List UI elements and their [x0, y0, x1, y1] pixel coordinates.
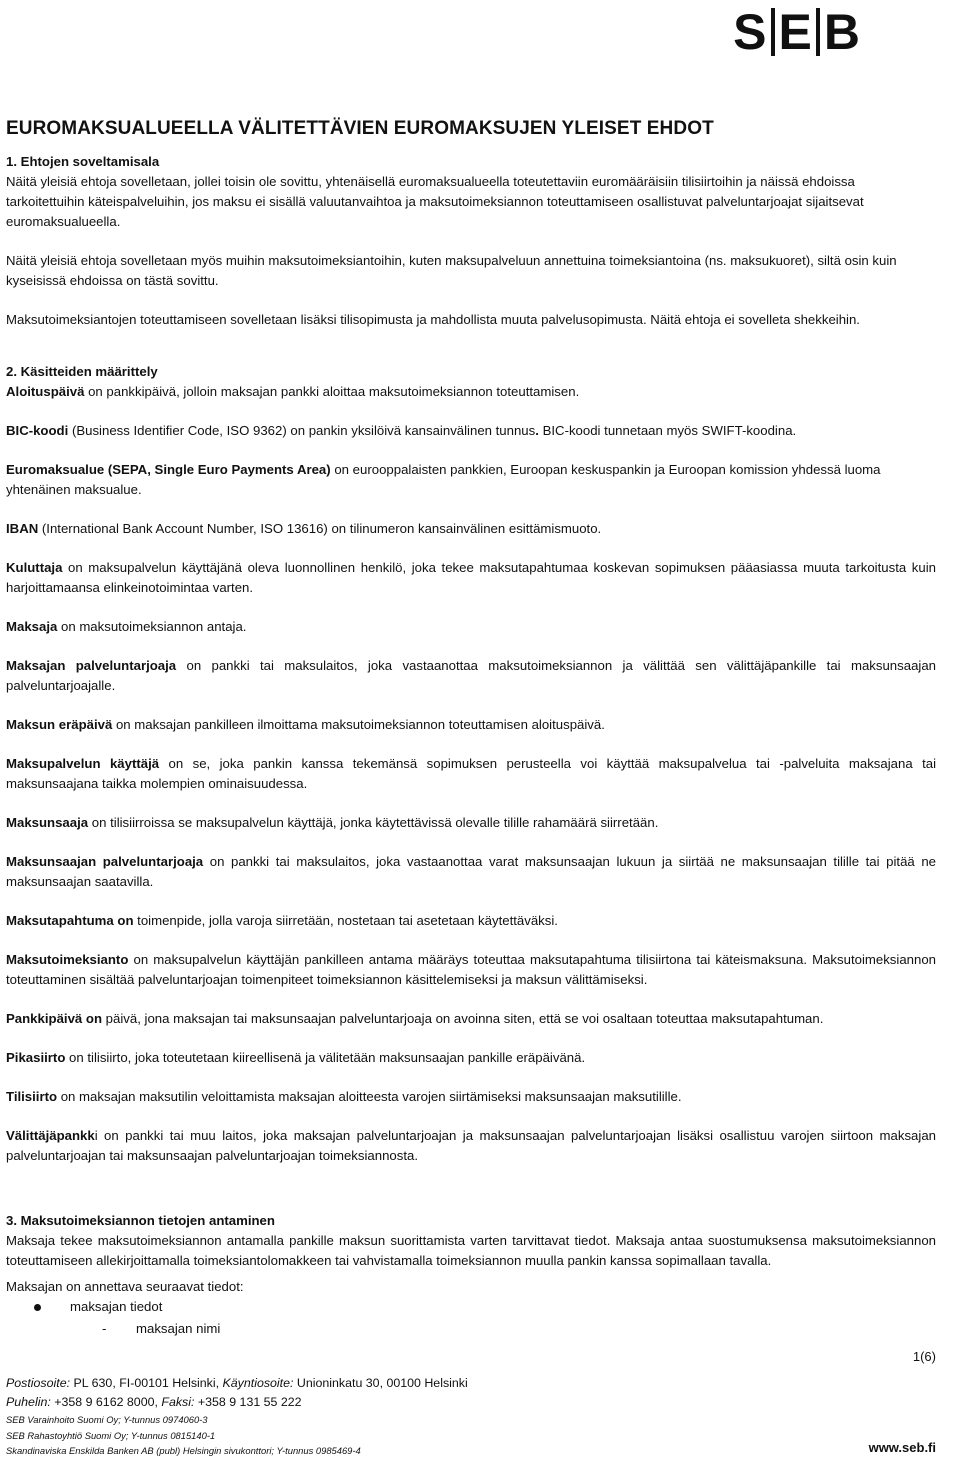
footer-label: Faksi: — [161, 1395, 195, 1409]
definition-text: on pankki tai maksulaitos, joka vastaanottaa maksutoimeksiannon ja välittää sen välittäjäpankille tai maksunsaajan palveluntarjoajalle. — [6, 658, 936, 693]
page-number: 1(6) — [912, 1349, 936, 1364]
definition-term: Maksaja — [6, 619, 58, 634]
footer-value: +358 9 131 55 222 — [194, 1395, 302, 1409]
definition — [6, 1009, 936, 1029]
definition — [6, 519, 936, 539]
list-item — [6, 1297, 936, 1319]
definition-text: on pankki tai maksulaitos, joka vastaanottaa varat maksunsaajan lukuun ja siirtää ne maksunsaajan tilille tai pitää ne maksunsaajan saatavilla. — [6, 854, 936, 889]
definition — [6, 1048, 936, 1068]
definition-text: toimenpide, jolla varoja siirretään, nostetaan tai asetetaan käytettäväksi. — [133, 913, 558, 928]
definition-term: Maksun eräpäivä — [6, 717, 113, 732]
document-body — [6, 152, 936, 1341]
definition — [6, 421, 936, 441]
logo-letter-s: S — [733, 4, 767, 60]
definition-term: Maksutapahtuma on — [6, 913, 134, 928]
website-link[interactable]: www.seb.fi — [868, 1440, 936, 1455]
definition — [6, 715, 936, 735]
definition — [6, 460, 936, 500]
section-3-paragraph-1: Maksaja tekee maksutoimeksiannon antamalla pankille maksun suorittamista varten tarvittavat tiedot. Maksaja antaa suostumuksensa maksutoimeksiannon toteuttamiseen allekirjoittamalla toimeksiantolomakkeen tai vahvistamalla toimeksiannon muulla pankin kanssa sopimallaan tavalla. — [6, 1233, 936, 1268]
dash-marker: - — [102, 1321, 107, 1336]
bullet-icon — [34, 1304, 41, 1311]
definition — [6, 617, 936, 637]
definition — [6, 950, 936, 990]
footer — [6, 1374, 468, 1459]
definition-term: Aloituspäivä — [6, 384, 85, 399]
definition — [6, 911, 936, 931]
definition — [6, 1126, 936, 1166]
definition-text: on tilisiirto, joka toteutetaan kiireellisenä ja välitetään maksunsaajan pankille eräpäivänä. — [65, 1050, 586, 1065]
section-2-heading: 2. Käsitteiden määrittely — [6, 364, 158, 379]
definition — [6, 656, 936, 696]
sub-list-item-text: maksajan nimi — [136, 1321, 221, 1336]
section-3-paragraph-2: Maksajan on annettava seuraavat tiedot: — [6, 1279, 244, 1294]
sub-list-item — [6, 1319, 936, 1341]
definition-term: BIC-koodi — [6, 423, 69, 438]
definition-text: BIC-koodi tunnetaan myös SWIFT-koodina. — [538, 423, 797, 438]
footer-label: Käyntiosoite: — [222, 1376, 294, 1390]
seb-logo — [733, 6, 860, 58]
definition-text: päivä, jona maksajan tai maksunsaajan palveluntarjoaja on avoinna siten, että se voi osaltaan toteuttaa maksutapahtuman. — [102, 1011, 824, 1026]
footer-label: Postiosoite: — [6, 1376, 71, 1390]
definition-text: on pankkipäivä, jolloin maksajan pankki aloittaa maksutoimeksiannon toteuttamisen. — [84, 384, 580, 399]
document-title: EUROMAKSUALUEELLA VÄLITETTÄVIEN EUROMAKSUJEN YLEISET EHDOT — [6, 118, 714, 139]
definition-term: Maksupalvelun käyttäjä — [6, 756, 160, 771]
definition-term: Maksajan palveluntarjoaja — [6, 658, 177, 673]
definition-text: on tilisiirroissa se maksupalvelun käyttäjä, jonka käytettävissä olevalle tilille rahamäärä siirretään. — [88, 815, 659, 830]
definition — [6, 1087, 936, 1107]
footer-value: +358 9 6162 8000, — [50, 1395, 162, 1409]
definition-term: Pankkipäivä on — [6, 1011, 103, 1026]
logo-separator — [771, 8, 775, 56]
definition — [6, 754, 936, 794]
footer-value: PL 630, FI-00101 Helsinki, — [70, 1376, 223, 1390]
footer-address-line — [6, 1374, 468, 1393]
logo-separator — [816, 8, 820, 56]
footer-label: Puhelin: — [6, 1395, 51, 1409]
footer-value: Unioninkatu 30, 00100 Helsinki — [293, 1376, 468, 1390]
section-1-paragraph-1: Näitä yleisiä ehtoja sovelletaan, jollei toisin ole sovittu, yhtenäisellä euromaksualueella toteutettaviin euromääräisiin tilisiirtoihin ja näissä ehdoissa tarkoitettuihin käteispalveluihin, jos maksu ei sisällä valuutanvaihtoa ja maksutoimeksiannon toteuttamiseen osallistuvat palveluntarjoajat sijaitsevat euromaksualueella. — [6, 174, 864, 229]
logo-letter-e: E — [778, 4, 812, 60]
definition-term: Välittäjäpankk — [6, 1128, 95, 1143]
section-1-paragraph-2: Näitä yleisiä ehtoja sovelletaan myös muihin maksutoimeksiantoihin, kuten maksupalveluun annettuina toimeksiantoina (ns. maksukuoret), siltä osin kuin kyseisissä ehdoissa on tästä sovittu. — [6, 253, 897, 288]
definition-text: (International Bank Account Number, ISO 13616) on tilinumeron kansainvälinen esittämismuoto. — [38, 521, 602, 536]
definition-text: on maksutoimeksiannon antaja. — [57, 619, 247, 634]
definition-term: Maksunsaaja — [6, 815, 89, 830]
definition — [6, 382, 936, 402]
definition-term: Maksunsaajan palveluntarjoaja — [6, 854, 204, 869]
definition-text: on se, joka pankin kanssa tekemänsä sopimuksen perusteella voi käyttää maksupalvelua tai -palveluita maksajana tai maksunsaajana taikka molempien ominaisuudessa. — [6, 756, 937, 791]
definition-text: on eurooppalaisten pankkien, Euroopan keskuspankin ja Euroopan komission yhdessä luoma yhtenäinen maksualue. — [6, 462, 881, 497]
footer-company-line: Skandinaviska Enskilda Banken AB (publ) Helsingin sivukonttori; Y-tunnus 0985469-4 — [6, 1445, 361, 1456]
section-3-heading: 3. Maksutoimeksiannon tietojen antaminen — [6, 1213, 275, 1228]
definition-text: (Business Identifier Code, ISO 9362) on pankin yksilöivä kansainvälinen tunnus — [68, 423, 536, 438]
footer-company-line: SEB Rahastoyhtiö Suomi Oy; Y-tunnus 0815140-1 — [6, 1429, 216, 1441]
definition-text: on maksajan pankilleen ilmoittama maksutoimeksiannon toteuttamisen aloituspäivä. — [112, 717, 605, 732]
definition-term: IBAN — [6, 521, 39, 536]
definition-term: Euromaksualue (SEPA, Single Euro Payments Area) — [6, 462, 331, 477]
definition-term: Pikasiirto — [6, 1050, 66, 1065]
list-item-text: maksajan tiedot — [70, 1299, 163, 1314]
definition-text: i on pankki tai muu laitos, joka maksajan palveluntarjoajan ja maksunsaajan palveluntarjoajan lisäksi osallistuu varojen siirtoon maksajan palveluntarjoajan tai maksunsaajan palveluntarjoajan toimeksiannosta. — [6, 1128, 936, 1163]
definition-text: on maksupalvelun käyttäjän pankilleen antama määräys toteuttaa maksutapahtuma tilisiirtona tai käteismaksuna. Maksutoimeksiannon toteuttaminen sisältää palveluntarjoajan toimenpiteet toimeksiannon käsittelemiseksi ja maksun välittämiseksi. — [6, 952, 936, 987]
footer-contact-line — [6, 1393, 468, 1412]
section-1-heading: 1. Ehtojen soveltamisala — [6, 154, 160, 169]
section-1-paragraph-3: Maksutoimeksiantojen toteuttamiseen sovelletaan lisäksi tilisopimusta ja mahdollista muuta palvelusopimusta. Näitä ehtoja ei sovelleta shekkeihin. — [6, 312, 860, 327]
definition — [6, 813, 936, 833]
logo-letter-b: B — [823, 4, 860, 60]
footer-company-line: SEB Varainhoito Suomi Oy; Y-tunnus 0974060-3 — [6, 1414, 208, 1425]
definition — [6, 558, 936, 598]
definition-term: Maksutoimeksianto — [6, 952, 129, 967]
definition — [6, 852, 936, 892]
definition-text: on maksajan maksutilin veloittamista maksajan aloitteesta varojen siirtämiseksi maksunsaajan maksutilille. — [57, 1089, 682, 1104]
definition-term: Kuluttaja — [6, 560, 63, 575]
definition-text: on maksupalvelun käyttäjänä oleva luonnollinen henkilö, joka tekee maksutapahtumaa koskevan sopimuksen pääasiassa muuta tarkoitusta kuin harjoittamaansa elinkeinotoimintaa varten. — [6, 560, 936, 595]
definition-term: . — [535, 423, 539, 438]
definition-term: Tilisiirto — [6, 1089, 58, 1104]
